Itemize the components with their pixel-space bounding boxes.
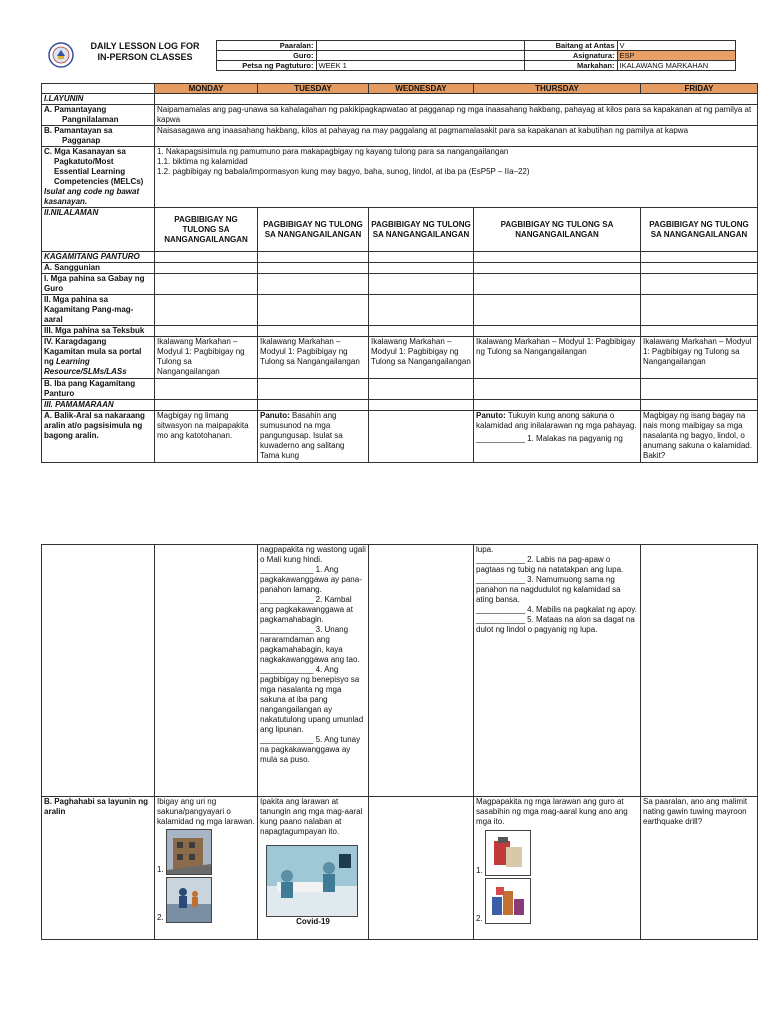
pamantayan-sa-pagganap-text: Naisasagawa ang inaasahang hakbang, kilos at pahayag na may paggalang at pagmamalasakit para sa kapakanan at kabutihan ng pamilya at kapwa bbox=[155, 126, 758, 147]
petsa-label: Petsa ng Pagtuturo: bbox=[216, 61, 316, 71]
pamantayan-sa-pagganap-label: B. Pamantayan sa Pagganap bbox=[42, 126, 155, 147]
pamamaraan-heading: III. PAMAMARAAN bbox=[42, 400, 155, 411]
covid-hospital-image bbox=[266, 845, 358, 917]
day-monday: MONDAY bbox=[155, 84, 258, 94]
paghahabi-tuesday: Ipakita ang larawan at tanungin ang mga mag-aaral kung paano nalaban at napagtagumpayan ito. Covid-19 bbox=[258, 797, 369, 940]
layunin-heading: I.LAYUNIN bbox=[42, 94, 155, 105]
karagdagang-thursday: Ikalawang Markahan – Modyul 1: Pagbibigay ng Tulong sa Nangangailangan bbox=[474, 337, 641, 379]
paghahabi-monday: Ibigay ang uri ng sakuna/pangyayari o kalamidad ng mga larawan. 1. 2. bbox=[155, 797, 258, 940]
balik-aral-label: A. Balik-Aral sa nakaraang aralin at/o pagsisimula ng bagong aralin. bbox=[42, 411, 155, 463]
melc-label: C. Mga Kasanayan sa Pagkatuto/Most Essential Learning Competencies (MELCs) Isulat ang code ng bawat kasanayan. bbox=[42, 147, 155, 208]
rescue-scene-image bbox=[166, 877, 212, 923]
nilalaman-friday: PAGBIBIGAY NG TULONG SA NANGANGAILANGAN bbox=[641, 208, 758, 252]
nilalaman-monday: PAGBIBIGAY NG TULONG SA NANGANGAILANGAN bbox=[155, 208, 258, 252]
karagdagang-tuesday: Ikalawang Markahan – Modyul 1: Pagbibigay ng Tulong sa Nangangailangan bbox=[258, 337, 369, 379]
karagdagang-wednesday: Ikalawang Markahan – Modyul 1: Pagbibigay ng Tulong sa Nangangailangan bbox=[369, 337, 474, 379]
disaster-building-image bbox=[166, 829, 212, 875]
petsa-value: WEEK 1 bbox=[316, 61, 524, 71]
day-friday: FRIDAY bbox=[641, 84, 758, 94]
gabay-ng-guro-label: I. Mga pahina sa Gabay ng Guro bbox=[42, 274, 155, 295]
tuesday-quiz-items: nagpapakita ng wastong ugali o Mali kung hindi. ____________ 1. Ang pagkakawanggawa ay pana-panahon lamang. ____________ 2. Kambal ang pagkakawanggawa at pagkamahabagin. ____________ 3. Unang nararamdaman ang pagkamahabagin, kaya nagkakawanggawa ang tao. ____________ 4. Ang pagbibigay ng benepisyo sa mga nasalanta ng mga sakuna at iba pang nangangailangan ay nakatutulong upang umunlad ang lipunan. ____________ 5. Ang tunay na pagkakawanggawa ay mula sa puso. bbox=[258, 545, 369, 797]
sanggunian-label: A. Sanggunian bbox=[42, 263, 155, 274]
lesson-log-table bbox=[41, 83, 758, 463]
karagdagang-monday: Ikalawang Markahan – Modyul 1: Pagbibigay ng Tulong sa Nangangailangan bbox=[155, 337, 258, 379]
asignatura-label: Asignatura: bbox=[524, 51, 617, 61]
thursday-quiz-items: lupa. ___________ 2. Labis na pag-apaw o pagtaas ng tubig na natatakpan ang lupa. ___________ 3. Namumuong sama ng panahon na nagdudulot ng kalamidad sa ating bansa. ___________ 4. Mabilis na pagkalat ng apoy. ___________ 5. Mataas na alon sa dagat na dulot ng lindol o pagyanig ng lupa. bbox=[474, 545, 641, 797]
guro-value bbox=[316, 51, 524, 61]
teksbuk-label: III. Mga pahina sa Teksbuk bbox=[42, 326, 155, 337]
paaralan-label: Paaralan: bbox=[216, 41, 316, 51]
markahan-label: Markahan: bbox=[524, 61, 617, 71]
day-header-row bbox=[42, 84, 758, 94]
balik-aral-tuesday: Panuto: Basahin ang sumusunod na mga pangungusap. Isulat sa kuwaderno ang salitang Tama kung bbox=[258, 411, 369, 463]
header-info-table bbox=[41, 40, 736, 71]
markahan-value: IKALAWANG MARKAHAN bbox=[617, 61, 735, 71]
kagamitang-panturo-heading: KAGAMITANG PANTURO bbox=[42, 252, 155, 263]
day-wednesday: WEDNESDAY bbox=[369, 84, 474, 94]
pamantayang-pangnilalaman-label: A. Pamantayang Pangnilalaman bbox=[42, 105, 155, 126]
paghahabi-friday: Sa paaralan, ano ang malimit nating gawin tuwing mayroon earthquake drill? bbox=[641, 797, 758, 940]
lesson-log-table-continued bbox=[41, 544, 758, 940]
guro-label: Guro: bbox=[216, 51, 316, 61]
melc-text: 1. Nakapagsisimula ng pamumuno para makapagbigay ng kayang tulong para sa nangangailangan 1.1. biktima ng kalamidad 1.2. pagbibigay ng babala/impormasyon kung may bagyo, baha, sunog, lindol, at iba pa (EsP5P – IIa–22) bbox=[155, 147, 758, 208]
nilalaman-wednesday: PAGBIBIGAY NG TULONG SA NANGANGAILANGAN bbox=[369, 208, 474, 252]
day-tuesday: TUESDAY bbox=[258, 84, 369, 94]
karagdagang-friday: Ikalawang Markahan – Modyul 1: Pagbibigay ng Tulong sa Nangangailangan bbox=[641, 337, 758, 379]
nilalaman-tuesday: PAGBIBIGAY NG TULONG SA NANGANGAILANGAN bbox=[258, 208, 369, 252]
pamantayang-pangnilalaman-text: Naipamamalas ang pag-unawa sa kahalagahan ng pakikipagkapwatao at pagganap ng mga inaasahang hakbang, pahayag at kilos para sa kapakanan at ng pamilya at kapwa bbox=[155, 105, 758, 126]
kagamitang-pang-mag-aaral-label: II. Mga pahina sa Kagamitang Pang-mag-aaral bbox=[42, 295, 155, 326]
document-title: DAILY LESSON LOG FOR IN-PERSON CLASSES bbox=[90, 41, 200, 62]
balik-aral-monday: Magbigay ng limang sitwasyon na maipapakita mo ang katotohanan. bbox=[155, 411, 258, 463]
nilalaman-heading: II.NILALAMAN bbox=[42, 208, 155, 252]
nilalaman-thursday: PAGBIBIGAY NG TULONG SA NANGANGAILANGAN bbox=[474, 208, 641, 252]
day-thursday: THURSDAY bbox=[474, 84, 641, 94]
paaralan-value bbox=[316, 41, 524, 51]
relief-goods-image-1 bbox=[485, 830, 531, 876]
balik-aral-thursday: Panuto: Tukuyin kung anong sakuna o kalamidad ang inilalarawan ng mga pahayag. ___________ 1. Malakas na pagyanig ng bbox=[474, 411, 641, 463]
paghahabi-label: B. Paghahabi sa layunin ng aralin bbox=[42, 797, 155, 940]
baitang-label: Baitang at Antas bbox=[524, 41, 617, 51]
relief-goods-image-2 bbox=[485, 878, 531, 924]
balik-aral-friday: Magbigay ng isang bagay na nais mong maibigay sa mga nasalanta ng bagyo, lindol, o anumang sakuna o kalamidad. Bakit? bbox=[641, 411, 758, 463]
karagdagang-kagamitan-label: IV. Karagdagang Kagamitan mula sa portal ng Learning Resource/SLMs/LASs bbox=[42, 337, 155, 379]
asignatura-value: ESP bbox=[617, 51, 735, 61]
paghahabi-thursday: Magpapakita ng mga larawan ang guro at sasabihin ng mga mag-aaral kung ano ang mga ito. 1. 2. bbox=[474, 797, 641, 940]
covid-caption: Covid-19 bbox=[296, 917, 330, 926]
iba-pang-kagamitan-label: B. Iba pang Kagamitang Panturo bbox=[42, 379, 155, 400]
baitang-value: V bbox=[617, 41, 735, 51]
